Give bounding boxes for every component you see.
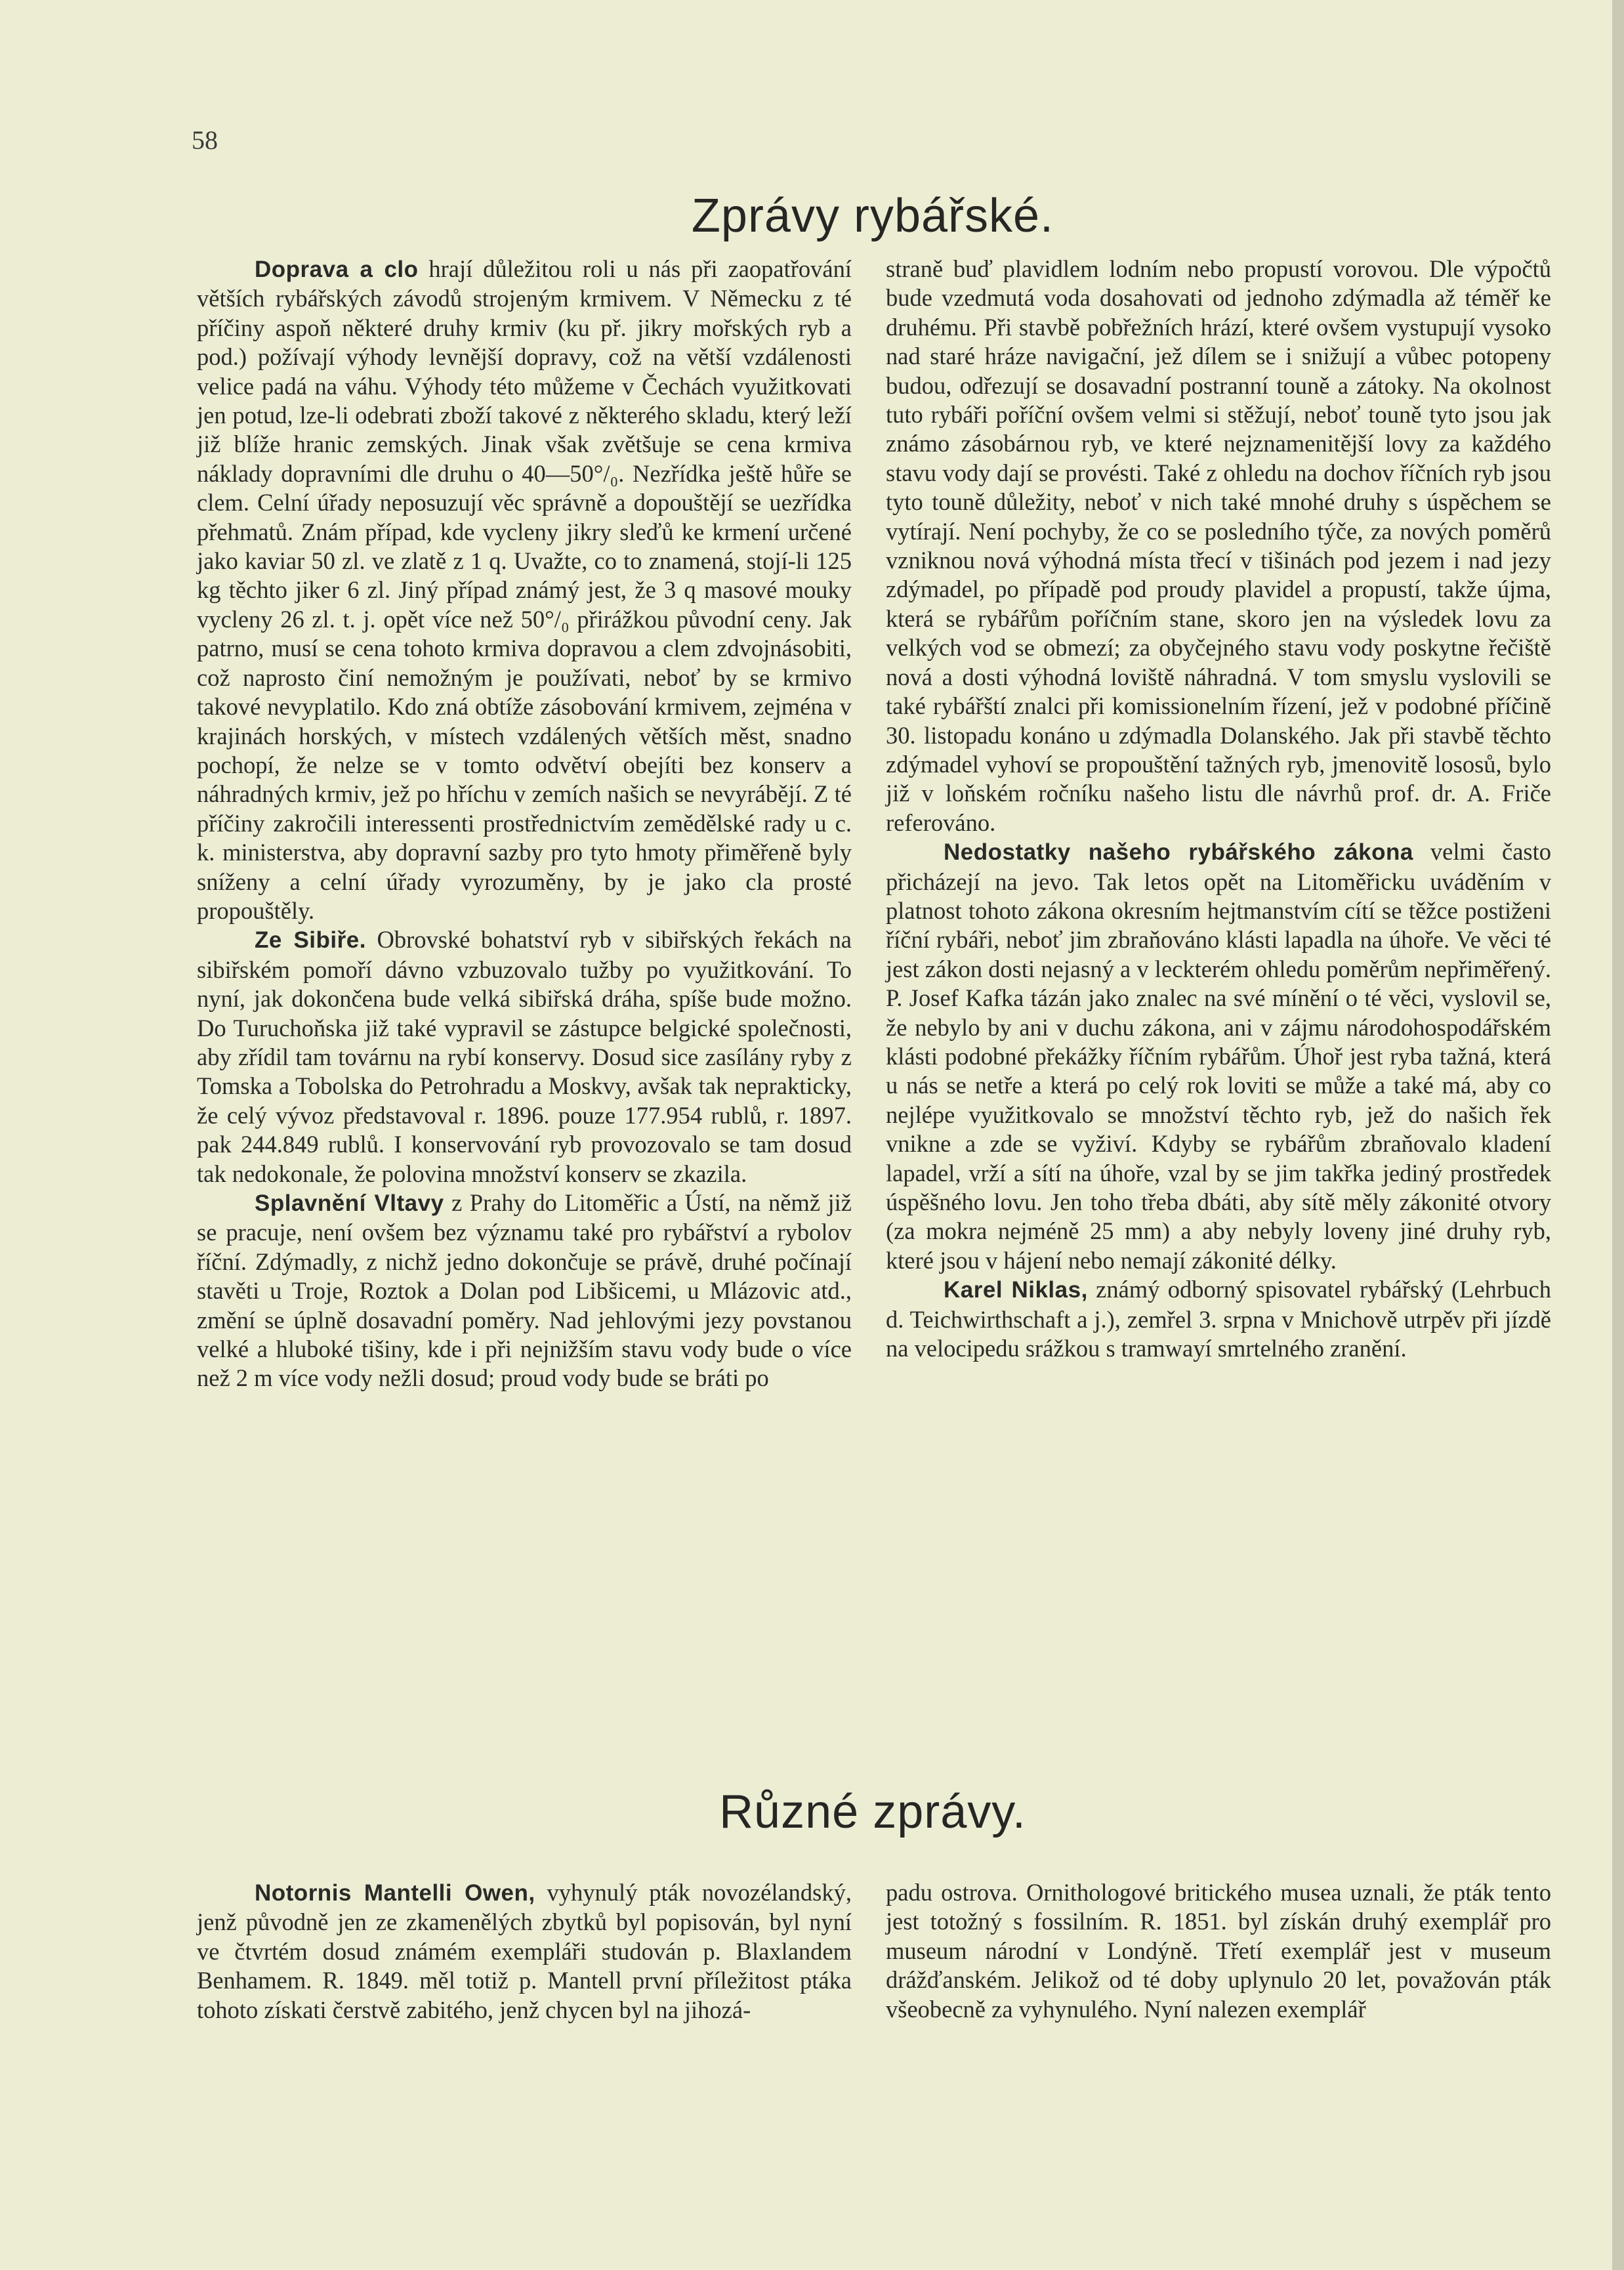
column-right-top [886,255,1551,1363]
article-text: vyhynulý pták novozélandský, jenž původně jen ze zkamenělých zbytků byl popisován, byl nyní ve čtvrtém dosud známém exempláři studován p. Blaxlandem Benhamem. R. 1849. měl totiž p. Mantell první příležitost ptáka tohoto získati čerstvě zabitého, jenž chycen byl na jihozá- [197,1879,852,2023]
article-doprava [197,255,852,925]
article-notornis [197,1878,852,2025]
article-notornis-continued: padu ostrova. Ornithologové britického musea uznali, že pták tento jest totožný s fossilním. R. 1851. byl získán druhý exemplář pro museum národní v Londýně. Třetí exemplář jest v museum drážďanském. Jelikož od té doby uplynulo 20 let, považován pták všeobecně za vyhynulého. Nyní nalezen exemplář [886,1879,1551,2023]
article-lead: Ze Sibiře. [255,927,366,954]
page-number: 58 [192,125,218,155]
article-sibir [197,925,852,1188]
article-text: Obrovské bohatství ryb v sibiřských řekách na sibiřském pomoří dávno vzbuzovalo tužby po využitkování. To nyní, jak dokončena bude velká sibiřská dráha, spíše bude možno. Do Turuchoňska již také vypravil se zástupce belgické společnosti, aby zřídil tam továrnu na rybí konservy. Dosud sice zasílány ryby z Tomska a Tobolska do Petrohradu a Moskvy, avšak tak neprakticky, že celý vývoz představoval r. 1896. pouze 177.954 rublů, r. 1897. pak 244.849 rublů. I konservování ryb provozovalo se tam dosud tak nedokonale, že polovina množství konserv se zkazila. [197,926,852,1187]
article-lead: Notornis Mantelli Owen, [255,1880,535,1906]
column-left-bottom [197,1878,852,2025]
article-lead: Splavnění Vltavy [255,1190,444,1216]
section-title-fishing-news: Zprávy rybářské. [691,190,1054,242]
article-text: velmi často přicházejí na jevo. Tak letos opět na Litoměřicku uváděním v platnost tohoto zákona okresním hejtmanstvím cítí se těžce postiženi říční rybáři, neboť jim zbraňováno klásti lapadla na úhoře. Ve věci té jest zákon dosti nejasný a v leckterém ohledu poměrům nepřiměřený. P. Josef Kafka tázán jako znalec na své mínění o té věci, vyslovil se, že nebylo by ani v duchu zákona, ani v zájmu národohospodářském klásti podobné překážky říčním rybářům. Úhoř jest ryba tažná, která u nás se netře a která po celý rok loviti se může a také má, aby co nejlépe využitkovalo se množství těchto ryb, jež do našich řek vnikne a zde se vyživí. Kdyby se rybářům zbraňovalo kladení lapadel, vrží a sítí na úhoře, vzal by se jim takřka jediný prostředek úspěšného lovu. Jen toho třeba dbáti, aby sítě měly zákonité otvory (za mokra nejméně 25 mm) a aby nebyly loveny jiné druhy ryb, které jsou v hájení nebo nemají zákonité délky. [886,838,1551,1274]
article-text: hrají důležitou roli u nás při zaopatřování větších rybářských závodů strojeným krmivem. V Německu z té příčiny aspoň některé druhy krmiv (ku př. jikry mořských ryb a pod.) požívají výhody levnější dopravy, což na větší vzdálenosti velice padá na váhu. Výhody této můžeme v Čechách využitkovati jen potud, lze-li odebrati zboží takové z některého skladu, který leží již blíže hranic zemských. Jinak však zvětšuje se cena krmiva náklady dopravními dle druhu o 40—50°/₀. Nezřídka ještě hůře se clem. Celní úřady neposuzují věc správně a dopouštějí se uezřídka přehmatů. Znám případ, kde vycleny jikry sleďů ke krmení určené jako kaviar 50 zl. ve zlatě z 1 q. Uvažte, co to znamená, stojí-li 125 kg těchto jiker 6 zl. Jiný případ známý jest, že 3 q masové mouky vycleny 26 zl. t. j. opět více než 50°/₀ přirážkou původní ceny. Jak patrno, musí se cena tohoto krmiva dopravou a clem zdvojnásobiti, což naprosto činí nemožným je používati, neboť by se krmivo takové nevyplatilo. Kdo zná obtíže zásobování krmivem, zejména v krajinách horských, v místech vzdálených větších měst, snadno pochopí, že nelze se v tomto odvětví obejíti bez konserv a náhradných krmiv, jež po hříchu v zemích našich se nevyrábějí. Z té příčiny zakročili interessenti prostřednictvím zemědělské rady u c. k. ministerstva, aby dopravní sazby pro tyto hmoty přiměřeně byly sníženy a celní úřady vyrozuměny, by je jako cla prosté propouštěly. [197,255,852,924]
scan-edge [1612,0,1624,2270]
article-niklas [886,1275,1551,1363]
article-lead: Karel Niklas, [944,1277,1088,1303]
article-lead: Nedostatky našeho rybářského zákona [944,839,1413,866]
article-text: z Prahy do Litoměřic a Ústí, na němž již se pracuje, není ovšem bez významu také pro rybářství a rybolov říční. Zdýmadly, z nichž jedno dokončuje se právě, druhé počínají stavěti u Troje, Roztok a Dolan pod Libšicemi, u Mlázovic atd., změní se úplně dosavadní poměry. Nad jehlovými jezy povstanou velké a hluboké tišiny, kde i při nejnižším stavu vody bude o více než 2 m více vody nežli dosud; proud vody bude se bráti po [197,1189,852,1392]
article-text: známý odborný spisovatel rybářský (Lehrbuch d. Teichwirthschaft a j.), zemřel 3. srpna v Mnichově utrpěv při jízdě na velocipedu srážkou s tramwayí smrtelného zranění. [886,1276,1551,1362]
column-left-top [197,255,852,1393]
article-lead: Doprava a clo [255,257,419,282]
article-zakon [886,837,1551,1275]
section-title-various-news: Různé zprávy. [719,1786,1026,1838]
column-right-bottom [886,1878,1551,2024]
article-vltava-continued: straně buď plavidlem lodním nebo propustí vorovou. Dle výpočtů bude vzedmutá voda dosahovati od jednoho zdýmadla až téměř ke druhému. Při stavbě pobřežních hrází, které ovšem vystupují vysoko nad staré hráze navigační, jež dílem se i snižují a vůbec potopeny budou, odřezují se dosavadní postranní touně a zátoky. Na okolnost tuto rybáři poříční ovšem velmi si stěžují, neboť touně tyto jsou jak známo zásobárnou ryb, ve které nejznamenitější lovy za každého stavu vody dají se provésti. Také z ohledu na dochov říčních ryb jsou tyto touně důležity, neboť v nich také mnohé druhy s úspěchem se vytírají. Není pochyby, že co se posledního týče, za nových poměrů vzniknou nová výhodná místa třecí v tišinách pod jezem i nad jezy zdýmadel, po případě pod proudy plavidel a propustí, takže újma, která se rybářům poříčním stane, skoro jen na výsledek lovu za velkých vod se obmezí; za obyčejného stavu vody poskytne řečiště nová a dosti výhodná loviště náhradná. V tom smyslu vyslovili se také rybářští znalci při komissionelním řízení, jež v podobné příčině 30. listopadu konáno u zdýmadla Dolanského. Jak při stavbě těchto zdýmadel vyhoví se propouštění tažných ryb, jmenovitě lososů, bylo již v loňském ročníku našeho listu dle návrhů prof. dr. A. Friče referováno. [886,255,1551,836]
article-vltava [197,1188,852,1393]
